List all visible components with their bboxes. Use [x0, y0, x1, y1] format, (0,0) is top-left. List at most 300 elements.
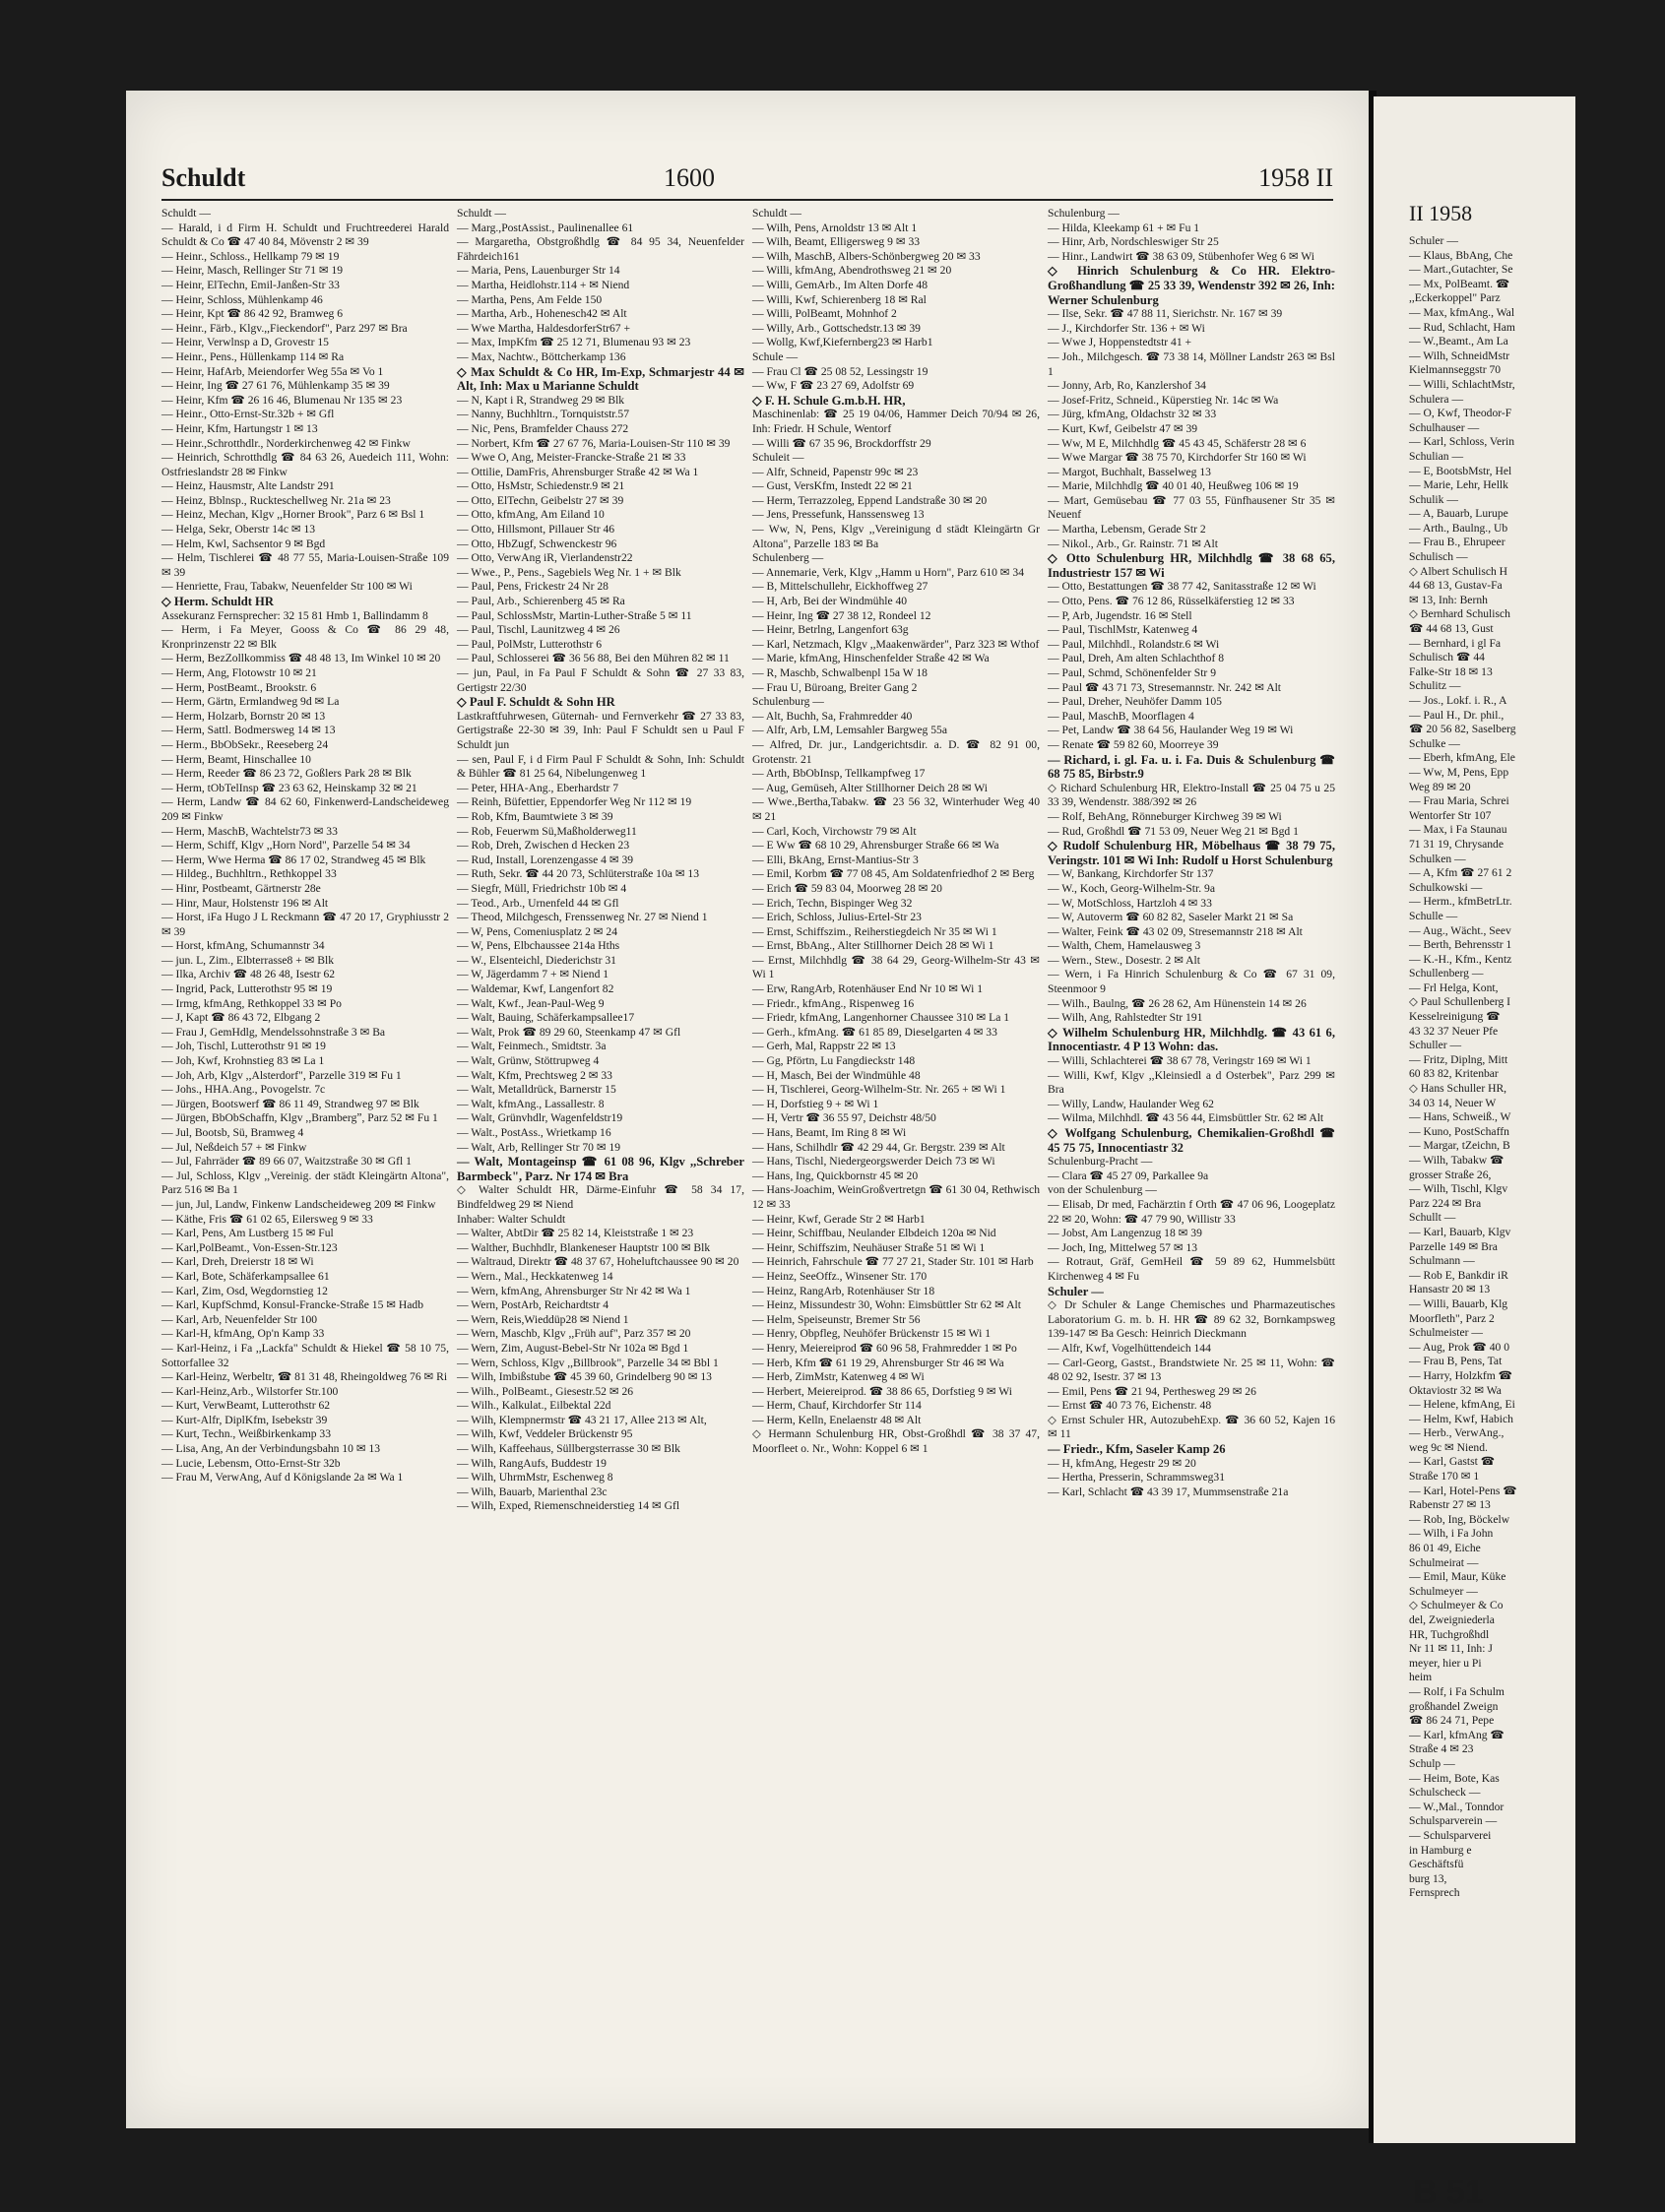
- directory-entry: — W, Autoverm ☎ 60 82 82, Saseler Markt 21 ✉ Sa: [1048, 911, 1294, 924]
- directory-entry: — Lucie, Lebensm, Otto-Ernst-Str 32b: [161, 1456, 341, 1470]
- directory-entry: — Walt, Bauing, Schäferkampsallee17: [457, 1011, 635, 1025]
- directory-entry: — Gerh, Mal, Rappstr 22 ✉ 13: [752, 1040, 896, 1053]
- facing-page-entry: ◇ Paul Schullenberg I: [1409, 995, 1511, 1009]
- directory-entry: — Wern., Stew., Dosestr. 2 ✉ Alt: [1048, 953, 1200, 967]
- facing-page-entry: Schulera —: [1409, 392, 1464, 406]
- directory-entry: — Herm., BbObSekr., Reeseberg 24: [161, 737, 329, 751]
- directory-entry: — Willi, GemArb., Im Alten Dorfe 48: [752, 278, 929, 291]
- directory-entry: — Herm, Kelln, Enelaenstr 48 ✉ Alt: [752, 1413, 922, 1426]
- facing-page-entry: — Herm., kfmBetrLtr.: [1409, 895, 1512, 909]
- directory-entry: — Carl, Koch, Virchowstr 79 ✉ Alt: [752, 824, 917, 838]
- firm-entry: ◇ Rudolf Schulenburg HR, Möbelhaus ☎ 38 79 75, Veringstr. 101 ✉ Wi Inh: Rudolf u Horst Schulenburg: [1048, 839, 1335, 867]
- firm-entry: — Friedr., Kfm, Saseler Kamp 26: [1048, 1442, 1226, 1457]
- facing-page-entry: Weg 89 ✉ 20: [1409, 780, 1471, 793]
- directory-entry: — Friedr., kfmAng., Rispenweg 16: [752, 996, 915, 1010]
- facing-page-entry: heim: [1409, 1671, 1433, 1684]
- facing-page-entry: — Frau B, Pens, Tat: [1409, 1355, 1503, 1368]
- directory-entry: Schuldt —: [161, 207, 211, 220]
- directory-entry: — Wern, Reis,Wieddüp28 ✉ Niend 1: [457, 1312, 629, 1326]
- directory-entry: — Ernst, BbAng., Alter Stillhorner Deich 28 ✉ Wi 1: [752, 939, 994, 953]
- directory-entry: — Wilh., Kalkulat., Eilbektal 22d: [457, 1399, 611, 1413]
- directory-entry: — H, Tischlerei, Georg-Wilhelm-Str. Nr. 265 + ✉ Wi 1: [752, 1083, 1006, 1097]
- directory-entry: — Ilse, Sekr. ☎ 47 88 11, Sierichstr. Nr. 167 ✉ 39: [1048, 307, 1283, 321]
- directory-entry: Schulenberg —: [752, 551, 824, 565]
- column-2: [457, 207, 744, 2087]
- directory-entry: — H, Dorfstieg 9 + ✉ Wi 1: [752, 1097, 879, 1110]
- directory-entry: — Waltraud, Direktr ☎ 48 37 67, Hoheluftchaussee 90 ✉ 20: [457, 1255, 739, 1269]
- directory-entry: — Karl, Zim, Osd, Wegdornstieg 12: [161, 1284, 328, 1297]
- directory-entry: — Helga, Sekr, Oberstr 14c ✉ 13: [161, 523, 316, 537]
- directory-entry: — N, Kapt i R, Strandweg 29 ✉ Blk: [457, 393, 625, 407]
- directory-entry: — Horst, iFa Hugo J L Reckmann ☎ 47 20 17, Gryphiusstr 2 ✉ 39: [161, 911, 449, 938]
- directory-entry: — Kurt, Kwf, Geibelstr 47 ✉ 39: [1048, 421, 1198, 435]
- directory-entry: — Paul ☎ 43 71 73, Stresemannstr. Nr. 242 ✉ Alt: [1048, 680, 1282, 694]
- directory-entry: — Ilka, Archiv ☎ 48 26 48, Isestr 62: [161, 968, 336, 981]
- directory-entry: ◇ Richard Schulenburg HR, Elektro-Install ☎ 25 04 75 u 25 33 39, Wendenstr. 388/392 ✉ 26: [1048, 781, 1335, 809]
- directory-entry: Schule —: [752, 349, 799, 363]
- directory-entry: — Jonny, Arb, Ro, Kanzlershof 34: [1048, 379, 1206, 393]
- directory-entry: — Ruth, Sekr. ☎ 44 20 73, Schlüterstraße 10a ✉ 13: [457, 867, 700, 881]
- facing-page-entry: Schulmeyer —: [1409, 1584, 1478, 1598]
- directory-entry: — Paul, Arb., Schierenberg 45 ✉ Ra: [457, 595, 625, 608]
- directory-entry: — Josef-Fritz, Schneid., Küperstieg Nr. 14c ✉ Wa: [1048, 393, 1279, 407]
- directory-entry: — Kurt-Alfr, DiplKfm, Isebekstr 39: [161, 1413, 328, 1426]
- directory-entry: — Paul, MaschB, Moorflagen 4: [1048, 709, 1194, 723]
- directory-entry: — Karl, Pens, Am Lustberg 15 ✉ Ful: [161, 1227, 334, 1240]
- facing-page-entry: Geschäftsfü: [1409, 1858, 1464, 1871]
- directory-entry: Inhaber: Walter Schuldt: [457, 1212, 566, 1226]
- facing-page-entry: — Bernhard, i gl Fa: [1409, 636, 1502, 650]
- facing-page-entry: Schuller —: [1409, 1039, 1462, 1052]
- directory-entry: — Irmg, kfmAng, Rethkoppel 33 ✉ Po: [161, 996, 342, 1010]
- facing-page-entry: in Hamburg e: [1409, 1843, 1472, 1857]
- directory-entry: — Karl-Heinz, i Fa ,,Lackfa" Schuldt & Hiekel ☎ 58 10 75, Sottorfallee 32: [161, 1341, 449, 1369]
- directory-entry: — Clara ☎ 45 27 09, Parkallee 9a: [1048, 1169, 1209, 1182]
- facing-page-entry: — Fritz, Diplng, Mitt: [1409, 1052, 1508, 1066]
- directory-entry: — Ernst, Milchhdlg ☎ 38 64 29, Georg-Wilhelm-Str 43 ✉ Wi 1: [752, 953, 1040, 981]
- directory-entry: — Karl, Bote, Schäferkampsallee 61: [161, 1269, 330, 1283]
- facing-page-entry: — Mx, PolBeamt. ☎: [1409, 277, 1510, 290]
- directory-entry: — Walt, Grünvhdlr, Wagenfeldstr19: [457, 1111, 623, 1125]
- directory-entry: — Hans, Ing, Quickbornstr 45 ✉ 20: [752, 1169, 919, 1182]
- directory-entry: — Karl-Heinz,Arb., Wilstorfer Str.100: [161, 1384, 339, 1398]
- facing-page-entry: Schulkowski —: [1409, 880, 1483, 894]
- directory-entry: — Otto, HbZugf, Schwenckestr 96: [457, 537, 617, 550]
- directory-entry: — Helm, Tischlerei ☎ 48 77 55, Maria-Louisen-Straße 109 ✉ 39: [161, 551, 449, 579]
- directory-entry: — Walt., PostAss., Wrietkamp 16: [457, 1126, 611, 1139]
- facing-page-entry: — Jos., Lokf. i. R., A: [1409, 694, 1507, 707]
- directory-entry: — W, Jägerdamm 7 + ✉ Niend 1: [457, 968, 609, 981]
- directory-entry: — W, Pens, Comeniusplatz 2 ✉ 24: [457, 924, 618, 938]
- directory-entry: — Joh, Arb, Klgv ,,Alsterdorf", Parzelle 319 ✉ Fu 1: [161, 1068, 402, 1082]
- directory-entry: — Wern., Mal., Heckkatenweg 14: [457, 1269, 613, 1283]
- directory-entry: — Herm, MaschB, Wachtelstr73 ✉ 33: [161, 824, 338, 838]
- directory-entry: — Joh., Milchgesch. ☎ 73 38 14, Möllner Landstr 263 ✉ Bsl 1: [1048, 349, 1335, 378]
- facing-page-entry: grosser Straße 26,: [1409, 1168, 1492, 1181]
- directory-entry: — Heinr, Kwf, Gerade Str 2 ✉ Harb1: [752, 1212, 926, 1226]
- facing-page-entry: ☎ 20 56 82, Saselberg: [1409, 723, 1516, 736]
- directory-entry: — Erich ☎ 59 83 04, Moorweg 28 ✉ 20: [752, 881, 942, 895]
- directory-entry: — Otto, Bestattungen ☎ 38 77 42, Sanitasstraße 12 ✉ Wi: [1048, 580, 1316, 594]
- directory-entry: — Wwe J, Hoppenstedtstr 41 +: [1048, 336, 1192, 349]
- directory-entry: — Wilh, Beamt, Elligersweg 9 ✉ 33: [752, 235, 921, 249]
- firm-entry: ◇ F. H. Schule G.m.b.H. HR,: [752, 393, 906, 408]
- directory-entry: — Karl, Netzmach, Klgv ,,Maakenwärder", Parz 323 ✉ Wthof: [752, 637, 1040, 651]
- directory-entry: — Ww, N, Pens, Klgv ,,Vereinigung d städt Kleingärtn Gr Altona", Parzelle 183 ✉ Ba: [752, 523, 1040, 550]
- directory-entry: — Heinr., Otto-Ernst-Str.32b + ✉ Gfl: [161, 408, 335, 421]
- column-1: [161, 207, 449, 2087]
- directory-entry: — Helm, Speiseunstr, Bremer Str 56: [752, 1312, 921, 1326]
- facing-page-entry: Schulian —: [1409, 449, 1464, 463]
- directory-entry: — Gust, VersKfm, Instedt 22 ✉ 21: [752, 479, 913, 493]
- directory-entry: — Henriette, Frau, Tabakw, Neuenfelder Str 100 ✉ Wi: [161, 580, 413, 594]
- directory-entry: — Margot, Buchhalt, Basselweg 13: [1048, 465, 1211, 478]
- facing-page-entry: Schullenberg —: [1409, 967, 1484, 980]
- directory-entry: — sen, Paul F, i d Firm Paul F Schuldt & Sohn, Inh: Schuldt & Bühler ☎ 81 25 64, Nibelungenweg 1: [457, 752, 744, 781]
- facing-page-entry: — Mart.,Gutachter, Se: [1409, 263, 1513, 277]
- facing-page-entry: 86 01 49, Eiche: [1409, 1542, 1481, 1555]
- directory-entry: — Heinr, Ing ☎ 27 61 76, Mühlenkamp 35 ✉ 39: [161, 379, 390, 393]
- directory-entry: — jun, Jul, Landw, Finkenw Landscheideweg 209 ✉ Finkw: [161, 1197, 436, 1211]
- facing-page-entry: — Schulsparverei: [1409, 1828, 1492, 1842]
- directory-entry: — Siegfr, Müll, Friedrichstr 10b ✉ 4: [457, 881, 627, 895]
- directory-entry: — Horst, kfmAng, Schumannstr 34: [161, 939, 325, 953]
- directory-entry: — H, Masch, Bei der Windmühle 48: [752, 1068, 921, 1082]
- directory-entry: — Herm, Beamt, Hinschallee 10: [161, 752, 311, 766]
- directory-entry: — Reinh, Büfettier, Eppendorfer Weg Nr 112 ✉ 19: [457, 795, 692, 809]
- directory-entry: — H, Vertr ☎ 36 55 97, Deichstr 48/50: [752, 1111, 936, 1125]
- facing-page-entry: — Herb., VerwAng.,: [1409, 1426, 1505, 1440]
- directory-entry: — Gg, Pförtn, Lu Fangdieckstr 148: [752, 1054, 916, 1068]
- directory-entry: — Norbert, Kfm ☎ 27 67 76, Maria-Louisen-Str 110 ✉ 39: [457, 436, 731, 450]
- directory-entry: — Hans, Schilhdlr ☎ 42 29 44, Gr. Bergstr. 239 ✉ Alt: [752, 1140, 1005, 1154]
- facing-page-entry: — Hans, Schweiß., W: [1409, 1110, 1511, 1124]
- directory-entry: — Hildeg., Buchhltrn., Rethkoppel 33: [161, 867, 337, 881]
- directory-entry: — Lisa, Ang, An der Verbindungsbahn 10 ✉ 13: [161, 1442, 381, 1456]
- directory-entry: — Walt, kfmAng., Lassallestr. 8: [457, 1097, 605, 1110]
- directory-entry: — Jul, Bootsb, Sü, Bramweg 4: [161, 1126, 304, 1139]
- directory-entry: — Max, ImpKfm ☎ 25 12 71, Blumenau 93 ✉ 23: [457, 336, 691, 349]
- facing-page-footer: B 51: [1413, 2174, 1484, 2211]
- directory-entry: — Willi ☎ 67 35 96, Brockdorffstr 29: [752, 436, 931, 450]
- facing-page-entry: — K.-H., Kfm., Kentz: [1409, 952, 1512, 966]
- directory-entry: — Willi, PolBeamt, Mohnhof 2: [752, 307, 897, 321]
- directory-entry: — Heinr, Verwlnsp a D, Grovestr 15: [161, 336, 329, 349]
- facing-page-entry: Schulisch ☎ 44: [1409, 651, 1485, 664]
- directory-entry: — Herm, Wwe Herma ☎ 86 17 02, Strandweg 45 ✉ Blk: [161, 853, 426, 866]
- directory-entry: — E Ww ☎ 68 10 29, Ahrensburger Straße 66 ✉ Wa: [752, 839, 999, 853]
- facing-page-entry: Kielmannseggstr 70: [1409, 363, 1502, 377]
- directory-entry: — Wollg, Kwf,Kiefernberg23 ✉ Harb1: [752, 336, 933, 349]
- directory-entry: — Jürg, kfmAng, Oldachstr 32 ✉ 33: [1048, 408, 1217, 421]
- firm-entry: ◇ Herm. Schuldt HR: [161, 595, 274, 609]
- directory-entry: — Jens, Pressefunk, Hanssensweg 13: [752, 508, 925, 522]
- facing-page-entry: — Frau B., Ehrupeer: [1409, 536, 1505, 549]
- facing-page-entry: — E, BootsbMstr, Hel: [1409, 464, 1512, 477]
- directory-entry: — Ww, F ☎ 23 27 69, Adolfstr 69: [752, 379, 915, 393]
- directory-entry: — Walther, Buchhdlr, Blankeneser Hauptstr 100 ✉ Blk: [457, 1240, 711, 1254]
- facing-page-entry: 44 68 13, Gustav-Fa: [1409, 579, 1503, 593]
- directory-entry: — Heinr, Kfm, Hartungstr 1 ✉ 13: [161, 421, 318, 435]
- directory-entry: Maschinenlab: ☎ 25 19 04/06, Hammer Deich 70/94 ✉ 26, Inh: Friedr. H Schule, Wentorf: [752, 408, 1040, 435]
- directory-entry: — Heinz, RangArb, Rotenhäuser Str 18: [752, 1284, 935, 1297]
- directory-entry: — Wilh., Baulng, ☎ 26 28 62, Am Hünenstein 14 ✉ 26: [1048, 996, 1307, 1010]
- firm-entry: — Richard, i. gl. Fa. u. i. Fa. Duis & Schulenburg ☎ 68 75 85, Birbstr.9: [1048, 752, 1335, 782]
- facing-page-entry: Schulhauser —: [1409, 420, 1480, 434]
- directory-entry: — Jul, Schloss, Klgv ,,Vereinig. der städt Kleingärtn Altona", Parz 516 ✉ Ba 1: [161, 1169, 449, 1197]
- directory-entry: von der Schulenburg —: [1048, 1183, 1157, 1197]
- facing-page-entry: ◇ Albert Schulisch H: [1409, 564, 1508, 578]
- directory-entry: — H, Arb, Bei der Windmühle 40: [752, 595, 908, 608]
- directory-entry: Schulenburg-Pracht —: [1048, 1155, 1153, 1169]
- directory-entry: — Heinr, ElTechn, Emil-Janßen-Str 33: [161, 278, 340, 291]
- firm-entry: ◇ Hinrich Schulenburg & Co HR. Elektro-Großhandlung ☎ 25 33 39, Wendenstr 392 ✉ 26, Inh: Werner Schulenburg: [1048, 264, 1335, 307]
- directory-entry: — Joh, Tischl, Lutterothstr 91 ✉ 19: [161, 1040, 326, 1053]
- directory-entry: — Wern, Schloss, Klgv ,,Billbrook", Parzelle 34 ✉ Bbl 1: [457, 1356, 719, 1369]
- directory-entry: — Heinr, HafArb, Meiendorfer Weg 55a ✉ Vo 1: [161, 364, 384, 378]
- directory-entry: — Rob, Kfm, Baumtwiete 3 ✉ 39: [457, 809, 613, 823]
- facing-page-entry: ◇ Bernhard Schulisch: [1409, 607, 1510, 621]
- directory-entry: — Wwe Margar ☎ 38 75 70, Kirchdorfer Str 160 ✉ Wi: [1048, 451, 1307, 465]
- directory-entry: — Herbert, Meiereiprod. ☎ 38 86 65, Dorfstieg 9 ✉ Wi: [752, 1384, 1012, 1398]
- directory-entry: — Paul, Milchhdl., Rolandstr.6 ✉ Wi: [1048, 637, 1220, 651]
- directory-entry: — Wilh, Imbißstube ☎ 45 39 60, Grindelberg 90 ✉ 13: [457, 1370, 712, 1384]
- directory-entry: — Nikol., Arb., Gr. Rainstr. 71 ✉ Alt: [1048, 537, 1218, 550]
- directory-entry: — Karl, Dreh, Dreierstr 18 ✉ Wi: [161, 1255, 314, 1269]
- directory-entry: — Frau U, Büroang, Breiter Gang 2: [752, 680, 918, 694]
- directory-entry: — Herb, ZimMstr, Katenweg 4 ✉ Wi: [752, 1370, 925, 1384]
- facing-page-entry: Schulmeirat —: [1409, 1555, 1479, 1569]
- directory-entry: Lastkraftfuhrwesen, Güternah- und Fernverkehr ☎ 27 33 83, Gertigstraße 22-30 ✉ 39, Inh: Paul F Schuldt sen u Paul F Schuldt jun: [457, 709, 744, 751]
- facing-page-entry: Schullt —: [1409, 1211, 1456, 1225]
- directory-entry: — Wilh, Exped, Riemenschneiderstieg 14 ✉ Gfl: [457, 1499, 680, 1513]
- facing-page-entry: — Karl, kfmAng ☎: [1409, 1728, 1505, 1741]
- facing-page-entry: 43 32 37 Neuer Pfe: [1409, 1024, 1499, 1038]
- directory-entry: — Herm, i Fa Meyer, Gooss & Co ☎ 86 29 48, Kronprinzenstr 22 ✉ Blk: [161, 623, 449, 651]
- directory-entry: — Joch, Ing, Mittelweg 57 ✉ 13: [1048, 1240, 1198, 1254]
- directory-entry: — Paul, PolMstr, Lutterothstr 6: [457, 637, 603, 651]
- directory-entry: ◇ Ernst Schuler HR, AutozubehExp. ☎ 36 60 52, Kajen 16 ✉ 11: [1048, 1413, 1335, 1441]
- directory-entry: — Henry, Meiereiprod ☎ 60 96 58, Frahmredder 1 ✉ Po: [752, 1341, 1017, 1355]
- directory-entry: — Wilh, MaschB, Albers-Schönbergweg 20 ✉ 33: [752, 249, 981, 263]
- directory-entry: — Wwe.,Bertha,Tabakw. ☎ 23 56 32, Winterhuder Weg 40 ✉ 21: [752, 795, 1040, 823]
- directory-entry: — Karl,PolBeamt., Von-Essen-Str.123: [161, 1240, 338, 1254]
- facing-page-entry: HR, Tuchgroßhdl: [1409, 1627, 1490, 1641]
- facing-page-entry: — Heim, Bote, Kas: [1409, 1771, 1500, 1785]
- directory-entry: — Karl-Heinz, Werbeltr, ☎ 81 31 48, Rheingoldweg 76 ✉ Ri: [161, 1370, 448, 1384]
- directory-entry: — Martha, Lebensm, Gerade Str 2: [1048, 523, 1206, 537]
- directory-entry: — Erich, Schloss, Julius-Ertel-Str 23: [752, 911, 922, 924]
- directory-entry: — Rob, Dreh, Zwischen d Hecken 23: [457, 839, 630, 853]
- facing-page-entry: Fernsprech: [1409, 1886, 1460, 1900]
- directory-entry: — Friedr, kfmAng, Langenhorner Chaussee 310 ✉ La 1: [752, 1011, 1010, 1025]
- facing-page-entry: Straße 170 ✉ 1: [1409, 1470, 1480, 1484]
- directory-entry: — W, Pens, Elbchaussee 214a Hths: [457, 939, 620, 953]
- facing-page-entry: Schuler —: [1409, 234, 1458, 247]
- directory-entry: — Heinr.,Schrotthdlr., Norderkirchenweg 42 ✉ Finkw: [161, 436, 411, 450]
- directory-entry: — Jobst, Am Langenzug 18 ✉ 39: [1048, 1227, 1202, 1240]
- directory-entry: — Hinr., Landwirt ☎ 38 63 09, Stübenhofer Weg 6 ✉ Wi: [1048, 249, 1314, 263]
- directory-entry: — jun. L, Zim., Elbterrasse8 + ✉ Blk: [161, 953, 334, 967]
- directory-entry: — Paul, Dreh, Am alten Schlachthof 8: [1048, 652, 1225, 665]
- directory-entry: — Ernst, Schiffszim., Reiherstiegdeich Nr 35 ✉ Wi 1: [752, 924, 997, 938]
- directory-entry: — Heinr., Pens., Hüllenkamp 114 ✉ Ra: [161, 349, 345, 363]
- directory-entry: — Harald, i d Firm H. Schuldt und Fruchtreederei Harald Schuldt & Co ☎ 47 40 84, Mövenstr 2 ✉ 39: [161, 221, 449, 249]
- directory-entry: — Hans-Joachim, WeinGroßvertretgn ☎ 61 30 04, Rethwisch 12 ✉ 33: [752, 1183, 1040, 1211]
- directory-entry: — Heinrich, Schrotthdlg ☎ 84 63 26, Auedeich 111, Wohn: Ostfrieslandstr 28 ✉ Finkw: [161, 451, 449, 478]
- directory-entry: — Walt, Grünw, Stöttrupweg 4: [457, 1054, 600, 1068]
- directory-entry: — Elli, BkAng, Ernst-Mantius-Str 3: [752, 853, 919, 866]
- directory-entry: — Otto, Pens. ☎ 76 12 86, Rüsselkäferstieg 12 ✉ 33: [1048, 595, 1295, 608]
- directory-entry: — Frau Cl ☎ 25 08 52, Lessingstr 19: [752, 364, 929, 378]
- directory-entry: — Wilh, Bauarb, Marienthal 23c: [457, 1485, 608, 1498]
- facing-page-entry: Oktaviostr 32 ✉ Wa: [1409, 1383, 1502, 1397]
- directory-entry: — Willy, Arb., Gottschedstr.13 ✉ 39: [752, 321, 921, 335]
- facing-page-entry: — Max, kfmAng., Wal: [1409, 305, 1515, 319]
- directory-entry: — Walt, Arb, Rellinger Str 70 ✉ 19: [457, 1140, 621, 1154]
- directory-entry: — Alt, Buchh, Sa, Frahmredder 40: [752, 709, 913, 723]
- directory-entry: — Wilh, UhrmMstr, Eschenweg 8: [457, 1471, 613, 1485]
- directory-entry: — Heinr, Kpt ☎ 86 42 92, Bramweg 6: [161, 307, 343, 321]
- directory-entry: — Peter, HHA-Ang., Eberhardstr 7: [457, 781, 619, 794]
- facing-page-entry: meyer, hier u Pi: [1409, 1656, 1482, 1670]
- facing-page-entry: Schulsparverein —: [1409, 1814, 1498, 1828]
- facing-page-entry: — Emil, Maur, Küke: [1409, 1570, 1506, 1584]
- directory-entry: — Walt, Prok ☎ 89 29 60, Steenkamp 47 ✉ Gfl: [457, 1025, 681, 1039]
- directory-entry: — Willi, Schlachterei ☎ 38 67 78, Veringstr 169 ✉ Wi 1: [1048, 1054, 1312, 1068]
- directory-entry: — Herm, Chauf, Kirchdorfer Str 114: [752, 1399, 922, 1413]
- facing-page-entry: — Marie, Lehr, Hellk: [1409, 478, 1508, 492]
- facing-page-entry: — Rob E, Bankdir iR: [1409, 1268, 1508, 1282]
- directory-entry: — Herm, Reeder ☎ 86 23 72, Goßlers Park 28 ✉ Blk: [161, 767, 412, 781]
- facing-page-entry: großhandel Zweign: [1409, 1699, 1499, 1713]
- directory-entry: — Martha, Pens, Am Felde 150: [457, 292, 603, 306]
- directory-entry: — Arth, BbObInsp, Tellkampfweg 17: [752, 767, 926, 781]
- directory-entry: — Otto, Hillsmont, Pillauer Str 46: [457, 523, 615, 537]
- directory-entry: — Paul, SchlossMstr, Martin-Luther-Straße 5 ✉ 11: [457, 608, 692, 622]
- facing-page-entry: — Karl, Bauarb, Klgv: [1409, 1225, 1511, 1238]
- directory-entry: — Theod, Milchgesch, Frenssenweg Nr. 27 ✉ Niend 1: [457, 911, 708, 924]
- facing-page-entry: Moorfleth", Parz 2: [1409, 1311, 1495, 1325]
- directory-entry: — Gerh., kfmAng. ☎ 61 85 89, Dieselgarten 4 ✉ 33: [752, 1025, 997, 1039]
- directory-entry: Schuldt —: [457, 207, 506, 220]
- directory-entry: — Martha, Arb., Hohenesch42 ✉ Alt: [457, 307, 627, 321]
- directory-entry: — Hinr, Postbeamt, Gärtnerstr 28e: [161, 881, 321, 895]
- facing-page-entry: — Helm, Kwf, Habich: [1409, 1412, 1513, 1425]
- facing-page-entry: ☎ 44 68 13, Gust: [1409, 622, 1494, 636]
- directory-entry: — Herm, Ang, Flotowstr 10 ✉ 21: [161, 666, 317, 679]
- facing-page-entry: — Paul H., Dr. phil.,: [1409, 708, 1505, 722]
- facing-page-entry: — Aug, Prok ☎ 40 0: [1409, 1340, 1510, 1354]
- directory-entry: — Herm, BezZollkommiss ☎ 48 48 13, Im Winkel 10 ✉ 20: [161, 652, 441, 665]
- directory-entry: — Willi, Kwf, Klgv ,,Kleinsiedl a d Osterbek", Parz 299 ✉ Bra: [1048, 1068, 1335, 1097]
- directory-entry: — Jürgen, Bootswerf ☎ 86 11 49, Strandweg 97 ✉ Blk: [161, 1097, 419, 1110]
- facing-page-entry: Schulisch —: [1409, 550, 1468, 564]
- directory-entry: — Rotraut, Gräf, GemHeil ☎ 59 89 62, Hummelsbütt Kirchenweg 4 ✉ Fu: [1048, 1255, 1335, 1283]
- directory-entry: — Kurt, Techn., Weißbirkenkamp 33: [161, 1427, 332, 1441]
- directory-entry: — Carl-Georg, Gastst., Brandstwiete Nr. 25 ✉ 11, Wohn: ☎ 48 02 92, Isestr. 37 ✉ 13: [1048, 1356, 1335, 1384]
- directory-entry: ◇ Dr Schuler & Lange Chemisches und Pharmazeutisches Laboratorium G. m. b. H. HR ☎ 89 62 32, Bornkampsweg 139-147 ✉ Ba Gesch: Heinrich Dieckmann: [1048, 1298, 1335, 1341]
- directory-entry: — Joh, Kwf, Krohnstieg 83 ✉ La 1: [161, 1054, 325, 1068]
- running-head-name: Schuldt: [161, 163, 246, 192]
- directory-entry: — Hilda, Kleekamp 61 + ✉ Fu 1: [1048, 221, 1200, 234]
- directory-entry: — W., Elsenteichl, Diederichstr 31: [457, 953, 616, 967]
- firm-entry: — Walt, Montageinsp ☎ 61 08 96, Klgv ,,Schreber Barmbeck", Parz. Nr 174 ✉ Bra: [457, 1155, 744, 1183]
- directory-entry: — Heinz, SeeOffz., Winsener Str. 170: [752, 1269, 928, 1283]
- directory-entry: — Wern, Maschb, Klgv ,,Früh auf", Parz 357 ✉ 20: [457, 1327, 691, 1341]
- directory-entry: — Paul, Tischl, Launitzweg 4 ✉ 26: [457, 623, 620, 637]
- directory-entry: — Elisab, Dr med, Fachärztin f Orth ☎ 47 06 96, Loogeplatz 22 ✉ 20, Wohn: ☎ 47 79 90, Willistr 33: [1048, 1197, 1335, 1226]
- facing-page-entry: Kesselreinigung ☎: [1409, 1010, 1501, 1024]
- facing-page-entry: 60 83 82, Kritenbar: [1409, 1067, 1499, 1081]
- facing-page-year: II 1958: [1409, 201, 1473, 225]
- directory-entry: — Herb, Kfm ☎ 61 19 29, Ahrensburger Str 46 ✉ Wa: [752, 1356, 1004, 1369]
- firm-entry: Schuler —: [1048, 1284, 1104, 1298]
- facing-page-entry: — Wilh, SchneidMstr: [1409, 348, 1510, 362]
- directory-entry: — Alfr, Kwf, Vogelhüttendeich 144: [1048, 1341, 1211, 1355]
- directory-entry: — Jul, Fahrräder ☎ 89 66 07, Waitzstraße 30 ✉ Gfl 1: [161, 1155, 412, 1169]
- directory-entry: — jun, Paul, in Fa Paul F Schuldt & Sohn ☎ 27 33 83, Gertigstr 22/30: [457, 666, 744, 694]
- facing-page-entry: Hansastr 20 ✉ 13: [1409, 1283, 1491, 1296]
- firm-entry: ◇ Paul F. Schuldt & Sohn HR: [457, 695, 615, 710]
- directory-entry: — Rolf, BehAng, Rönneburger Kirchweg 39 ✉ Wi: [1048, 809, 1282, 823]
- directory-entry: — Heinr, Ing ☎ 27 38 12, Rondeel 12: [752, 608, 931, 622]
- directory-entry: — Alfr, Arb, LM, Lemsahler Bargweg 55a: [752, 724, 947, 737]
- directory-entry: — Heinrich, Fahrschule ☎ 77 27 21, Stader Str. 101 ✉ Harb: [752, 1255, 1034, 1269]
- facing-page-entry: ✉ 13, Inh: Bernh: [1409, 593, 1488, 606]
- directory-entry: — Alfred, Dr. jur., Landgerichtsdir. a. D. ☎ 82 91 00, Grotenstr. 21: [752, 737, 1040, 766]
- facing-page-entry: ◇ Schulmeyer & Co: [1409, 1599, 1504, 1612]
- directory-entry: — Jul, Neßdeich 57 + ✉ Finkw: [161, 1140, 307, 1154]
- directory-entry: — Karl, Arb, Neuenfelder Str 100: [161, 1312, 318, 1326]
- directory-entry: — Herm, PostBeamt., Brookstr. 6: [161, 680, 317, 694]
- directory-entry: Schulenburg —: [1048, 207, 1120, 220]
- directory-entry: — Marie, Milchhdlg ☎ 40 01 40, Heußweg 106 ✉ 19: [1048, 479, 1299, 493]
- directory-entry: — Pet, Landw ☎ 38 64 56, Haulander Weg 19 ✉ Wi: [1048, 724, 1294, 737]
- facing-page-entry: Parz 224 ✉ Bra: [1409, 1196, 1482, 1210]
- directory-entry: — Max, Nachtw., Böttcherkamp 136: [457, 349, 626, 363]
- directory-entry: — Wilh, Pens, Arnoldstr 13 ✉ Alt 1: [752, 221, 918, 234]
- directory-entry: — Herm, Gärtn, Ermlandweg 9d ✉ La: [161, 695, 340, 709]
- directory-entry: — Hinr, Arb, Nordschleswiger Str 25: [1048, 235, 1219, 249]
- directory-entry: — Karl, KupfSchmd, Konsul-Francke-Straße 15 ✉ Hadb: [161, 1298, 424, 1312]
- directory-entry: — Heinr, Schiffszim, Neuhäuser Straße 51 ✉ Wi 1: [752, 1240, 986, 1254]
- facing-page-entry: — W.,Beamt., Am La: [1409, 335, 1508, 348]
- facing-page-entry: — Aug., Wächt., Seev: [1409, 923, 1511, 937]
- facing-page-entry: del, Zweigniederla: [1409, 1613, 1495, 1626]
- facing-page-entry: — Karl, Schloss, Verin: [1409, 435, 1515, 449]
- directory-entry: — Rob, Feuerwm Sü,Maßholderweg11: [457, 824, 637, 838]
- directory-entry: — Heinz, Hausmstr, Alte Landstr 291: [161, 479, 335, 493]
- directory-entry: — Otto, HsMstr, Schiedenstr.9 ✉ 21: [457, 479, 625, 493]
- directory-entry: — Maria, Pens, Lauenburger Str 14: [457, 264, 620, 278]
- directory-entry: — Paul, Pens, Frickestr 24 Nr 28: [457, 580, 608, 594]
- directory-entry: — Wern, Zim, August-Bebel-Str Nr 102a ✉ Bgd 1: [457, 1341, 689, 1355]
- directory-entry: — P, Arb, Jugendstr. 16 ✉ Stell: [1048, 608, 1192, 622]
- facing-page-entry: — A, Kfm ☎ 27 61 2: [1409, 866, 1512, 880]
- directory-entry: — Herm, Landw ☎ 84 62 60, Finkenwerd-Landscheideweg 209 ✉ Finkw: [161, 795, 449, 823]
- facing-page-entry: — Wilh, Tabakw ☎: [1409, 1154, 1505, 1167]
- directory-entry: — Hinr, Maur, Holstenstr 196 ✉ Alt: [161, 896, 329, 910]
- directory-entry: — Rud, Großhdl ☎ 71 53 09, Neuer Weg 21 ✉ Bgd 1: [1048, 824, 1299, 838]
- directory-entry: — Ingrid, Pack, Lutterothstr 95 ✉ 19: [161, 982, 333, 996]
- facing-page-entry: — Arth., Baulng., Ub: [1409, 521, 1508, 535]
- directory-entry: — Wilh, Kaffeehaus, Süllbergsterrasse 30 ✉ Blk: [457, 1442, 680, 1456]
- directory-entry: — Heinr, Schiffbau, Neulander Elbdeich 120a ✉ Nid: [752, 1227, 996, 1240]
- directory-entry: — Nic, Pens, Bramfelder Chauss 272: [457, 421, 629, 435]
- directory-entry: Schuleit —: [752, 451, 804, 465]
- facing-page-entry: — A, Bauarb, Lurupe: [1409, 507, 1508, 521]
